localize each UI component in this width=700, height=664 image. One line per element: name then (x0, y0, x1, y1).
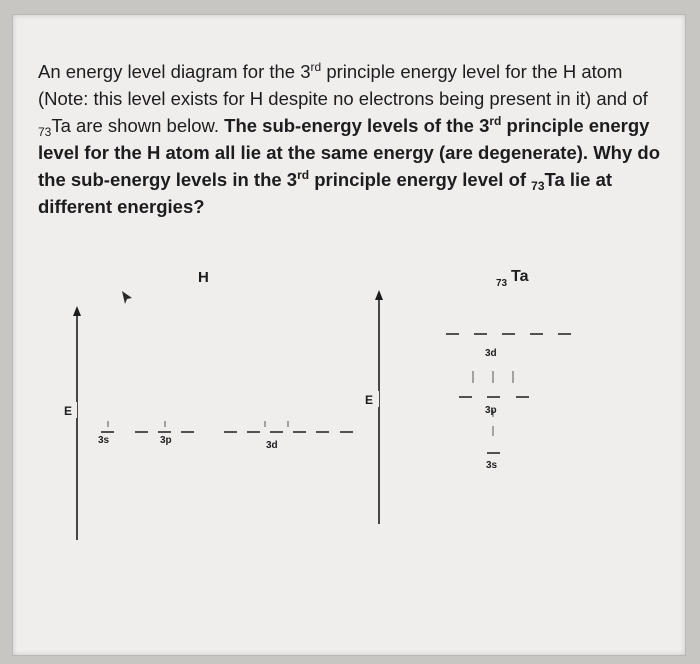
ta-3s-label: 3s (486, 460, 498, 471)
ordinal-suffix: rd (297, 168, 310, 182)
question-bold-part: The sub-energy levels of the 3 (224, 115, 490, 136)
ta-atomic-number: 73 (496, 278, 508, 289)
question-bold-part: principle energy level for the H atom all lie at the same energy (are degenerate). Why do the sub-energy levels in the 3 (38, 115, 660, 190)
atomic-number: 73 (531, 179, 545, 193)
ta-axis-label: E (365, 393, 374, 407)
h-axis-label: E (64, 404, 73, 418)
ordinal-suffix: rd (489, 114, 502, 128)
question-bold-part: Ta lie at different energies? (38, 169, 613, 217)
question-bold-part: principle energy level of (309, 169, 532, 190)
h-3p-label: 3p (160, 435, 172, 446)
question-text-part: An energy level diagram for the 3 (38, 61, 311, 82)
question-text-part: principle energy level for the H atom (Note: this level exists for H despite no electrons being present in it) and of (38, 61, 648, 109)
ta-title: Ta (511, 268, 529, 285)
ordinal-suffix: rd (310, 60, 322, 74)
ta-3d-label: 3d (485, 348, 497, 359)
mouse-cursor-icon (122, 291, 132, 304)
h-axis-arrowhead (73, 306, 81, 316)
ta-tick-marks (473, 371, 513, 436)
h-tick-marks (108, 421, 288, 427)
question-text-part: Ta are shown below. (51, 115, 225, 136)
atomic-number: 73 (38, 125, 52, 139)
h-3s-label: 3s (98, 435, 110, 446)
ta-3p-label: 3p (485, 405, 497, 416)
h-title: H (198, 269, 209, 286)
h-3d-label: 3d (266, 440, 278, 451)
ta-axis-arrowhead (375, 290, 383, 300)
